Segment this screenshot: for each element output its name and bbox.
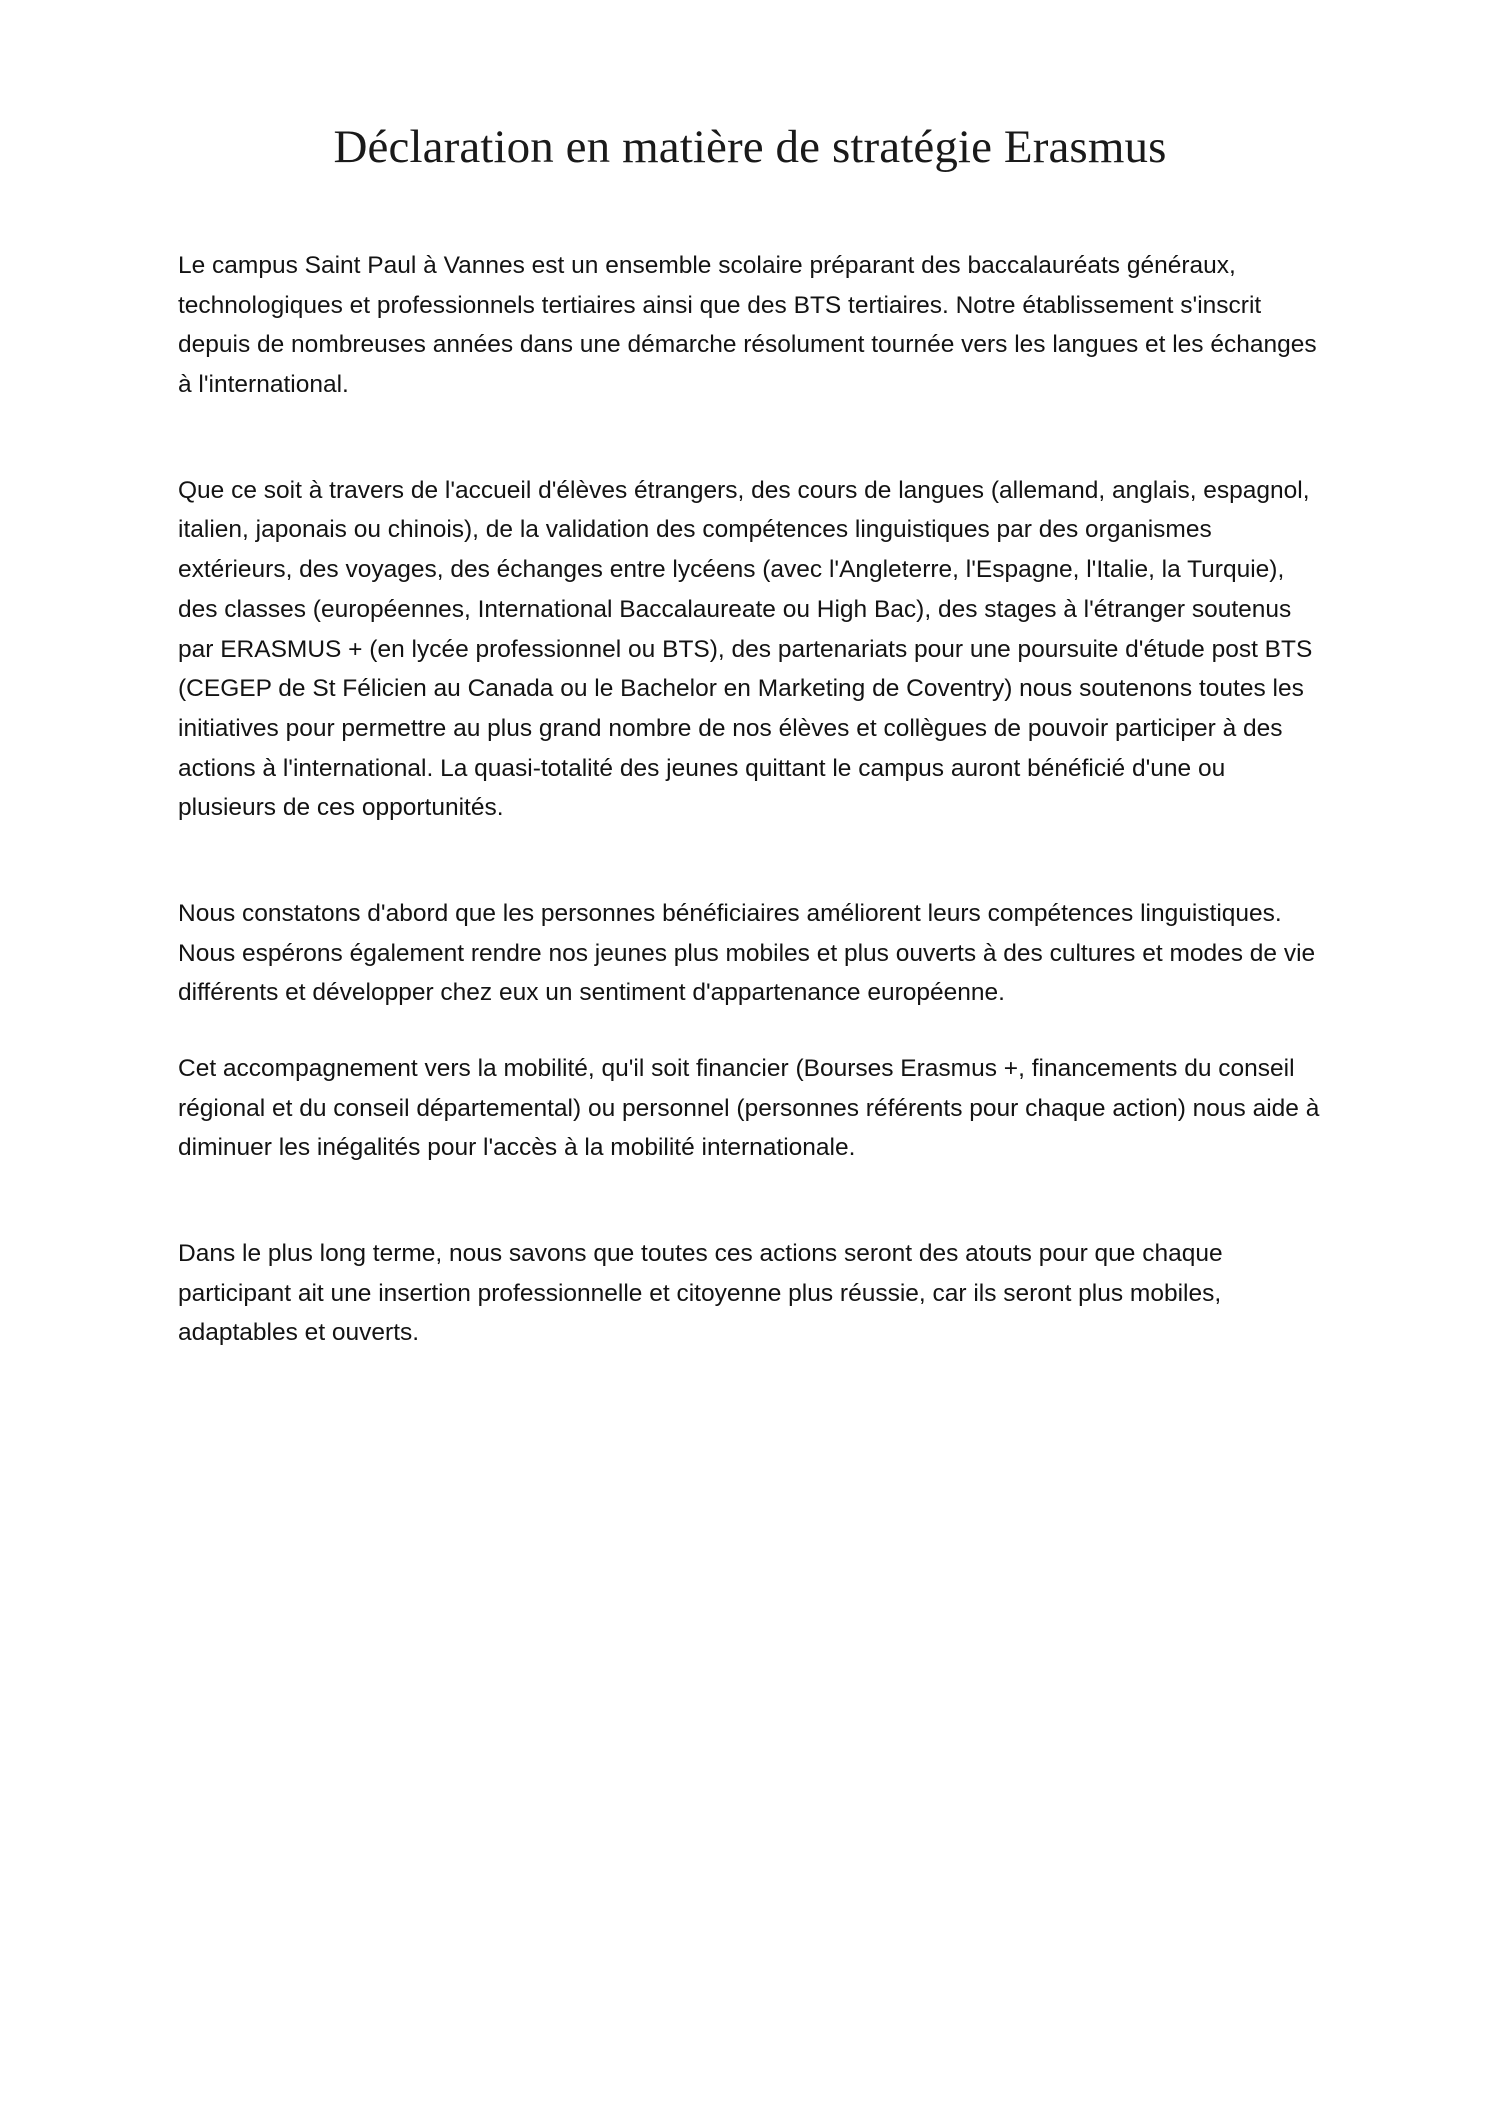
paragraph-spacer — [178, 1013, 1322, 1031]
paragraph-competences: Nous constatons d'abord que les personnes bénéficiaires améliorent leurs compétences linguistiques. Nous espérons également rendre nos jeunes plus mobiles et plus ouverts à des cultures et modes de vie différents et développer chez eux un sentiment d'appartenance européenne. — [178, 899, 1316, 1007]
paragraph-actions-internationales: Que ce soit à travers de l'accueil d'élèves étrangers, des cours de langues (allemand, anglais, espagnol, italien, japonais ou chinois), de la validation des compétences linguistiques par des organismes extérieurs, des voyages, des échanges entre lycéens (avec l'Angleterre, l'Espagne, l'Italie, la Turquie), des classes (européennes, International Baccalaureate ou High Bac), des stages à l'étranger soutenus par ERASMUS + (en lycée professionnel ou BTS), des partenariats pour une poursuite d'étude post BTS (CEGEP de St Félicien au Canada ou le Bachelor en Marketing de Coventry) nous soutenons toutes les initiatives pour permettre au plus grand nombre de nos élèves et collègues de pouvoir participer à des actions à l'international. La quasi-totalité des jeunes quittant le campus auront bénéficié d'une ou plusieurs de ces opportunités. — [178, 476, 1313, 822]
paragraph-spacer — [178, 828, 1322, 894]
paragraph-intro: Le campus Saint Paul à Vannes est un ensemble scolaire préparant des baccalauréats généraux, technologiques et professionnels tertiaires ainsi que des BTS tertiaires. Notre établissement s'inscrit depuis de nombreuses années dans une démarche résolument tournée vers les langues et les échanges à l'international. — [178, 252, 1317, 399]
page-title: Déclaration en matière de stratégie Erasmus — [333, 121, 1167, 173]
paragraph-spacer — [178, 1168, 1322, 1234]
paragraph-spacer — [178, 1031, 1322, 1049]
paragraph-spacer — [178, 405, 1322, 471]
paragraph-accompagnement: Cet accompagnement vers la mobilité, qu'il soit financier (Bourses Erasmus +, financements du conseil régional et du conseil départemental) ou personnel (personnes référents pour chaque action) nous aide à diminuer les inégalités pour l'accès à la mobilité internationale. — [178, 1055, 1320, 1162]
paragraph-long-terme: Dans le plus long terme, nous savons que toutes ces actions seront des atouts pour que chaque participant ait une insertion professionnelle et citoyenne plus réussie, car ils seront plus mobiles, adaptables et ouverts. — [178, 1240, 1223, 1347]
